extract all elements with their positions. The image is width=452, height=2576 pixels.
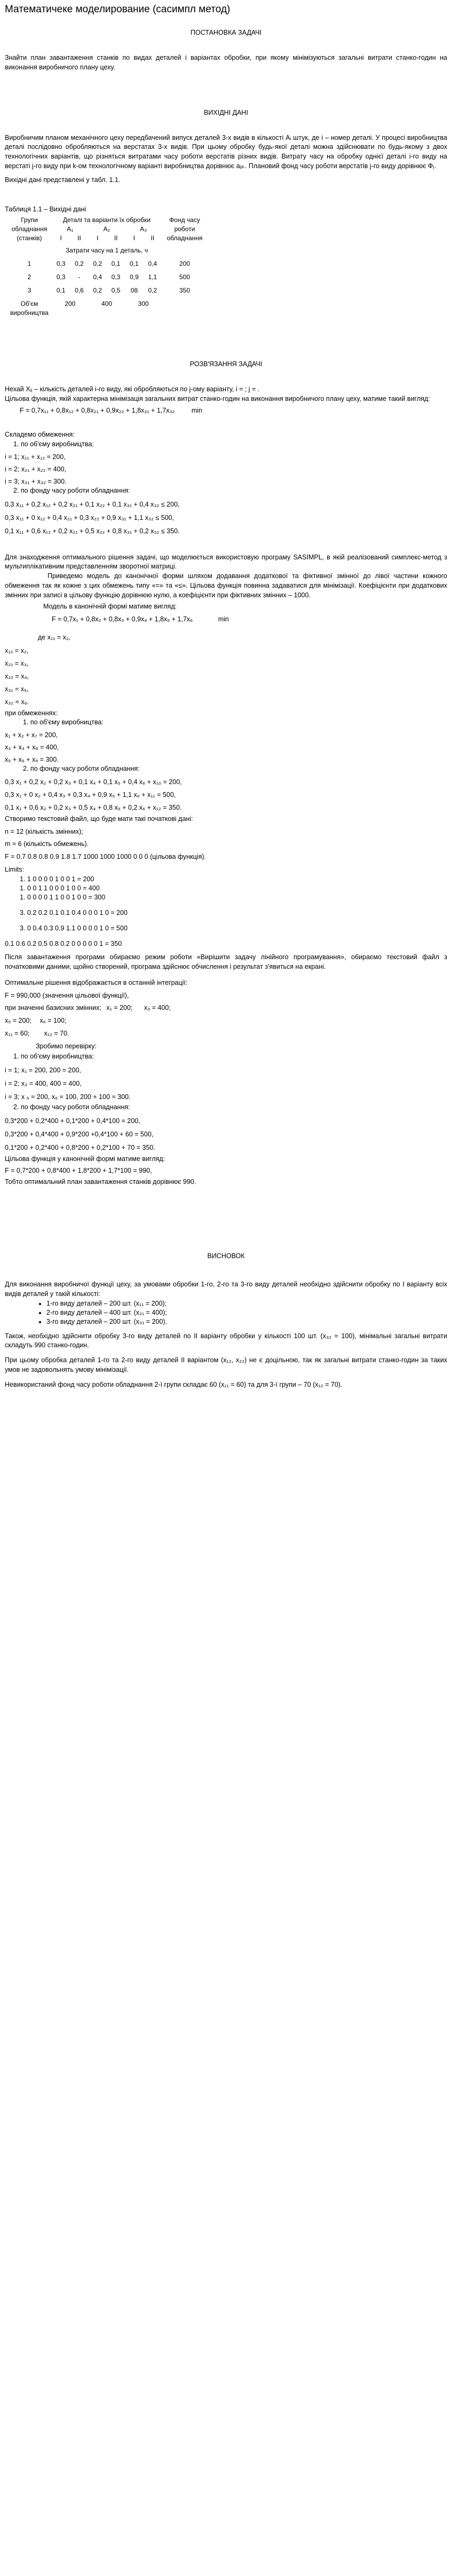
roman-numeral: I — [133, 234, 136, 242]
iteration-text: Оптимальне рішення відображається в останній інтеграції: — [5, 978, 188, 986]
source-data-table — [7, 216, 208, 318]
table-cell: 0,9 — [130, 273, 139, 281]
table-cell: 0,4 — [93, 273, 102, 281]
constraint-line: x₅ + x₆ + x₉ = 300. — [5, 756, 59, 763]
check-line: i = 1; x₁ = 200, 200 = 200, — [5, 1066, 81, 1074]
cc2-title: 2. по фонду часу роботи обладнання: — [23, 765, 140, 772]
constraint-line: 0,1 x₁ + 0,6 x₂ + 0,2 x₃ + 0,5 x₄ + 0,8 x₅ + 0,2 x₆ + x₁₂ = 350. — [5, 803, 182, 811]
volume-a1: 200 — [65, 300, 76, 307]
cc1-title: 1. по об'єму виробництва: — [23, 718, 104, 726]
after-run-text: Після завантаження програми обираємо режим роботи «Вирішити задачу лінійного програмування», обираємо текстовий файл з початковими даними, щойно створений, програма здійснює обчислення і результат з'явиться на екрані. — [5, 953, 447, 970]
input-heading: ВИХІДНІ ДАНІ — [204, 108, 248, 116]
limit-row: 3. 0.2 0.2 0.1 0.1 0.4 0 0 0 1 0 = 200 — [20, 908, 128, 916]
volume-a3: 300 — [138, 300, 149, 307]
limit-row: 1. 0 0 0 0 1 1 0 0 1 0 0 = 300 — [20, 893, 106, 901]
var-line: x₂₂ = x₄, — [5, 672, 29, 680]
row-group: 2 — [27, 273, 31, 281]
check2-list — [5, 1117, 447, 1152]
conclusions-text-2: Також, необхідно здійснити обробку 3-го виду деталей по II варіанту обробки у кількості 100 шт. (x₃₂ = 100), мінімальні загальні витрати складуть 990 станко-годин. — [5, 1332, 447, 1349]
constraint-line: i = 2; x₂₁ + x₂₂ = 400, — [5, 465, 67, 473]
c1-title: 1. по об'єму виробництва: — [13, 440, 94, 448]
check-line: i = 3; x ₅ = 200, x₆ = 100, 200 + 100 = 300. — [5, 1093, 131, 1101]
var-line: x₃₁ = x₅, — [5, 685, 29, 693]
roman-numeral: II — [114, 234, 118, 242]
header-a1: A₁ — [67, 225, 74, 233]
constraint-line: x₃ + x₄ + x₈ = 400, — [5, 744, 59, 751]
constraints-title: Складемо обмеження: — [5, 431, 75, 439]
col-header-details: Деталі та варіанти їх обробки — [62, 216, 151, 224]
basis-value: x₁₂ = 70. — [44, 1029, 69, 1037]
list-item: • 1-го виду деталей – 200 шт. (x₁₁ = 200); — [46, 1299, 447, 1308]
goal-formula — [5, 406, 447, 416]
input-text: Виробничим планом механічного цеху передбачений випуск деталей 3-х видів в кількості Aᵢ штук, де і – номер деталі. У процесі виробництва деталі послідовно обробляються на верстатах 3-х видів. При цьому обробку будь-якої деталі можна здійснювати по будь-якому з двох технологічних варіантів, що різняться витратами часу роботи верстатів різних видів. Витрату часу на обробку однієї деталі і-го виду на верстаті j-го виду при k-ом технологічному варіанті виробництва дорівнює aᵢⱼₖ. Плановий фонд часу роботи верстатів j-го виду дорівнює Фⱼ. — [5, 133, 447, 170]
table-row — [7, 295, 208, 318]
list-item: • 3-го виду деталей – 200 шт. (x₃₁ = 200). — [46, 1317, 447, 1326]
constraint-line: x₁ + x₂ + x₇ = 200, — [5, 731, 58, 739]
conclusions-heading: ВИСНОВОК — [207, 1252, 245, 1260]
table-cell: 0,3 — [56, 260, 66, 267]
row-fund: 200 — [179, 260, 191, 267]
row-fund: 350 — [179, 287, 191, 294]
table-cell: 08 — [130, 287, 138, 294]
c1-list — [5, 453, 447, 486]
f-vector-line: F = 0.7 0.8 0.8 0.9 1.8 1.7 1000 1000 1000 0 0 0 (цільова функція). — [5, 853, 206, 860]
conclusions-text-3: При цьому обробка деталей 1-го та 2-го виду деталей II варіантом (x₁₂, x₂₂) не є доцільною, так як загальні витрати станко-годин за таких умов не задовольнять умову мінімізації. — [5, 1356, 447, 1373]
col-header-group: Групи обладнання (станків) — [11, 216, 47, 242]
goal-formula-expr: F = 0,7x₁₁ + 0,8x₁₂ + 0,8x₂₁ + 0,9x₂₂ + 1,8x₃₁ + 1,7x₃₂ — [20, 406, 175, 414]
volume-label: Об'єм виробництва — [10, 300, 49, 317]
table-cell: 0,3 — [56, 273, 66, 281]
limits-label: Limits: — [5, 865, 25, 873]
n-line: n = 12 (кількість змінних); — [5, 827, 83, 835]
conclusions-text-1: Для виконання виробничої функції цеху, за умовами обробки 1-го, 2-го та 3-го виду деталей необхідно здійснити обробку по I варіанту всіх видів деталей у такій кількості: — [5, 1281, 447, 1298]
table-cell: 0,1 — [130, 260, 139, 267]
problem-heading: ПОСТАНОВКА ЗАДАЧІ — [191, 29, 261, 36]
check-goal: F = 0,7*200 + 0,8*400 + 1,8*200 + 1,7*100 = 990, — [5, 1166, 152, 1174]
constraint-line: i = 3; x₃₁ + x₃₂ = 300. — [5, 477, 67, 485]
check-line: i = 2; x₃ = 400, 400 = 400, — [5, 1080, 82, 1087]
under-constraints: при обмеженнях: — [5, 709, 58, 717]
table-cell: 0,1 — [111, 260, 121, 267]
var-line: x₂₁ = x₃, — [5, 659, 29, 667]
table-cell: 1,1 — [148, 273, 157, 281]
constraint-line: 0,3 x₁ + 0,2 x₂ + 0,2 x₃ + 0,1 x₄ + 0,1 x₅ + 0,4 x₆ + x₁₀ = 200, — [5, 778, 182, 786]
header-a2: A₂ — [103, 225, 110, 233]
table-cell: - — [78, 273, 81, 281]
basis-value: x₅ = 200; — [5, 1017, 31, 1024]
basis-value: x₁ = 200; — [106, 1004, 133, 1012]
table-cell: 0,1 — [56, 287, 66, 294]
basis-value: x₃ = 400; — [144, 1004, 171, 1012]
conclusions-list — [5, 1299, 447, 1326]
basis-value: x₆ = 100; — [39, 1017, 67, 1024]
constraint-line: 0,3 x₁₁ + 0 x₁₂ + 0,4 x₂₁ + 0,3 x₂₂ + 0,9 x₃₁ + 1,1 x₃₂ ≤ 500, — [5, 513, 175, 521]
basis-row-1 — [5, 1003, 447, 1013]
roman-numeral: I — [60, 234, 62, 242]
table-row — [7, 255, 208, 268]
where-line: де x₁₁ = x₁, — [38, 633, 70, 641]
check1-title: 1. по об'єму виробництва: — [13, 1053, 94, 1061]
check1-list — [5, 1066, 447, 1102]
table-cell: 0,2 — [93, 287, 102, 294]
constraint-line: 0,3 x₁ + 0 x₂ + 0,4 x₃ + 0,3 x₄ + 0,9 x₅ + 1,1 x₆ + x₁₁ = 500, — [5, 791, 176, 799]
table-row — [7, 282, 208, 295]
table-cell: 0,6 — [75, 287, 84, 294]
constraint-line: i = 1; x₁₁ + x₁₂ = 200, — [5, 453, 66, 461]
roman-numeral: II — [150, 234, 155, 242]
check-title: Зробимо перевірку: — [36, 1042, 97, 1050]
m-line: m = 6 (кількість обмежень). — [5, 840, 89, 848]
limit-last-row: 0.1 0.6 0.2 0.5 0.8 0.2 0 0 0 0 0 1 = 350 — [5, 939, 122, 947]
input-note: Вихідні дані представлені у табл. 1.1. — [5, 176, 121, 184]
page-title: Математичеке моделирование (сасимпл метод) — [5, 4, 231, 15]
check-line: 0,1*200 + 0,2*400 + 0,8*200 + 0,2*100 + 70 = 350. — [5, 1143, 155, 1151]
constraint-line: 0,1 x₁₁ + 0,6 x₁₂ + 0,2 x₂₁ + 0,5 x₂₂ + 0,8 x₃₁ + 0,2 x₃₂ ≤ 350. — [5, 527, 180, 535]
cc1-list — [5, 731, 447, 764]
basis-row-3 — [5, 1029, 447, 1039]
limits-list — [5, 875, 447, 933]
goal-min: min — [191, 406, 203, 414]
table-cell: 0,2 — [75, 260, 84, 267]
canon-formula-expr: F = 0,7x₁ + 0,8x₂ + 0,8x₃ + 0,9x₄ + 1,8x₅ + 1,7x₆ — [52, 615, 193, 623]
limit-row: 3. 0 0.4 0.3 0.9 1.1 0 0 0 0 1 0 = 500 — [20, 924, 128, 932]
solution-heading: РОЗВ'ЯЗАННЯ ЗАДАЧІ — [189, 360, 263, 368]
table-cell: 0,4 — [148, 260, 157, 267]
limit-row: 1. 0 0 1 1 0 0 0 1 0 0 = 400 — [20, 884, 100, 892]
header-a3: A₃ — [140, 225, 147, 233]
check-goal-title: Цільова функція у канонічній формі матиме вигляд: — [5, 1155, 165, 1163]
method-text: Для знаходження оптимального рішення задачі, що моделюється використовую програму SASIMPL, в якій реалізований симплекс-метод з мультиплікативним представленням зворотної матриці. — [5, 553, 447, 571]
solution-intro: Нехай Xᵢⱼ – кількість деталей і-го виду, які обробляються по j-ому варіанту, і = ; j = . — [5, 385, 260, 393]
constraint-line: 0,3 x₁₁ + 0,2 x₁₂ + 0,2 x₂₁ + 0,1 x₂₂ + 0,1 x₃₁ + 0,4 x₃₂ ≤ 200, — [5, 500, 180, 508]
f-value: F = 990,000 (значення цільової функції), — [5, 991, 129, 999]
row-group: 1 — [27, 260, 31, 267]
volume-a2: 400 — [101, 300, 112, 307]
col-header-fund: Фонд часу роботи обладнання — [166, 216, 203, 242]
canon-text: Приведемо модель до канонічної форми шляхом додавання додаткової та фіктивної змінної до лівої частини кожного обмеження так як кожне з цих обмежень типу «=» та «≤». Цільова функція повинна задаватися для мінімізації. Коефіцієнти при додаткових змінних при записі в цільову функцію дорівнюю нулю, а коефіцієнти при фіктивних змінних – 1000. — [5, 572, 447, 599]
basis-row-2 — [5, 1016, 447, 1026]
roman-numeral: II — [77, 234, 81, 242]
limit-row: 1. 1 0 0 0 0 1 0 0 1 = 200 — [20, 875, 94, 883]
check-line: 0,3*200 + 0,4*400 + 0,9*200 +0,4*100 + 60 = 500, — [5, 1130, 154, 1138]
table-caption: Таблиця 1.1 – Вихідні дані — [5, 206, 86, 214]
check-line: 0,3*200 + 0,2*400 + 0,1*200 + 0,4*100 = 200, — [5, 1117, 140, 1125]
goal-text: Цільова функція, якій характерна мінімізація загальних витрат станко-годин на виконання виробничого плану цеху, матиме такий вигляд: — [5, 394, 430, 402]
cc2-list — [5, 778, 447, 812]
costs-label: Затрати часу на 1 деталь, ч — [65, 247, 148, 254]
list-item: • 2-го виду деталей – 400 шт. (x₂₁ = 400); — [46, 1308, 447, 1317]
c2-title: 2. по фонду часу роботи обладнання: — [13, 486, 130, 494]
canon-model-title: Модель в канонічній формі матиме вигляд: — [43, 603, 177, 611]
table-cell: 0,2 — [148, 287, 157, 294]
check2-title: 2. по фонду часу роботи обладнання: — [13, 1103, 130, 1111]
roman-numeral: I — [97, 234, 99, 242]
table-cell: 0,3 — [111, 273, 121, 281]
var-line: x₁₂ = x₂, — [5, 646, 29, 654]
canon-formula — [5, 615, 447, 625]
problem-text: Знайти план завантаження станків по видах деталей і варіантах обробки, при якому мінімізуються загальні витрати станко-годин на виконання виробничого плану цеху. — [5, 54, 447, 71]
row-group: 3 — [27, 287, 31, 294]
basis-value: x₁₁ = 60; — [5, 1029, 30, 1037]
table-cell: 0,2 — [93, 260, 102, 267]
conclusions-text-4: Невикористаний фонд часу роботи обладнання 2-ї групи складає 60 (x₁₁ = 60) та для 3-ї групи – 70 (x₁₂ = 70). — [5, 1380, 343, 1388]
var-line: x₃₂ = x₆. — [5, 698, 29, 706]
row-fund: 500 — [179, 273, 191, 281]
optimal-text: Тобто оптимальний план завантаження станків дорівнює 990. — [5, 1178, 196, 1186]
vars-list — [5, 646, 447, 707]
basis-label: при значенні базисних змінних; — [5, 1004, 101, 1012]
table-cell: 0,5 — [111, 287, 121, 294]
canon-min: min — [218, 615, 229, 623]
c2-list — [5, 500, 447, 536]
table-row — [7, 268, 208, 282]
file-intro: Створимо текстовий файл, що буде мати такі початкові дані: — [5, 815, 193, 823]
